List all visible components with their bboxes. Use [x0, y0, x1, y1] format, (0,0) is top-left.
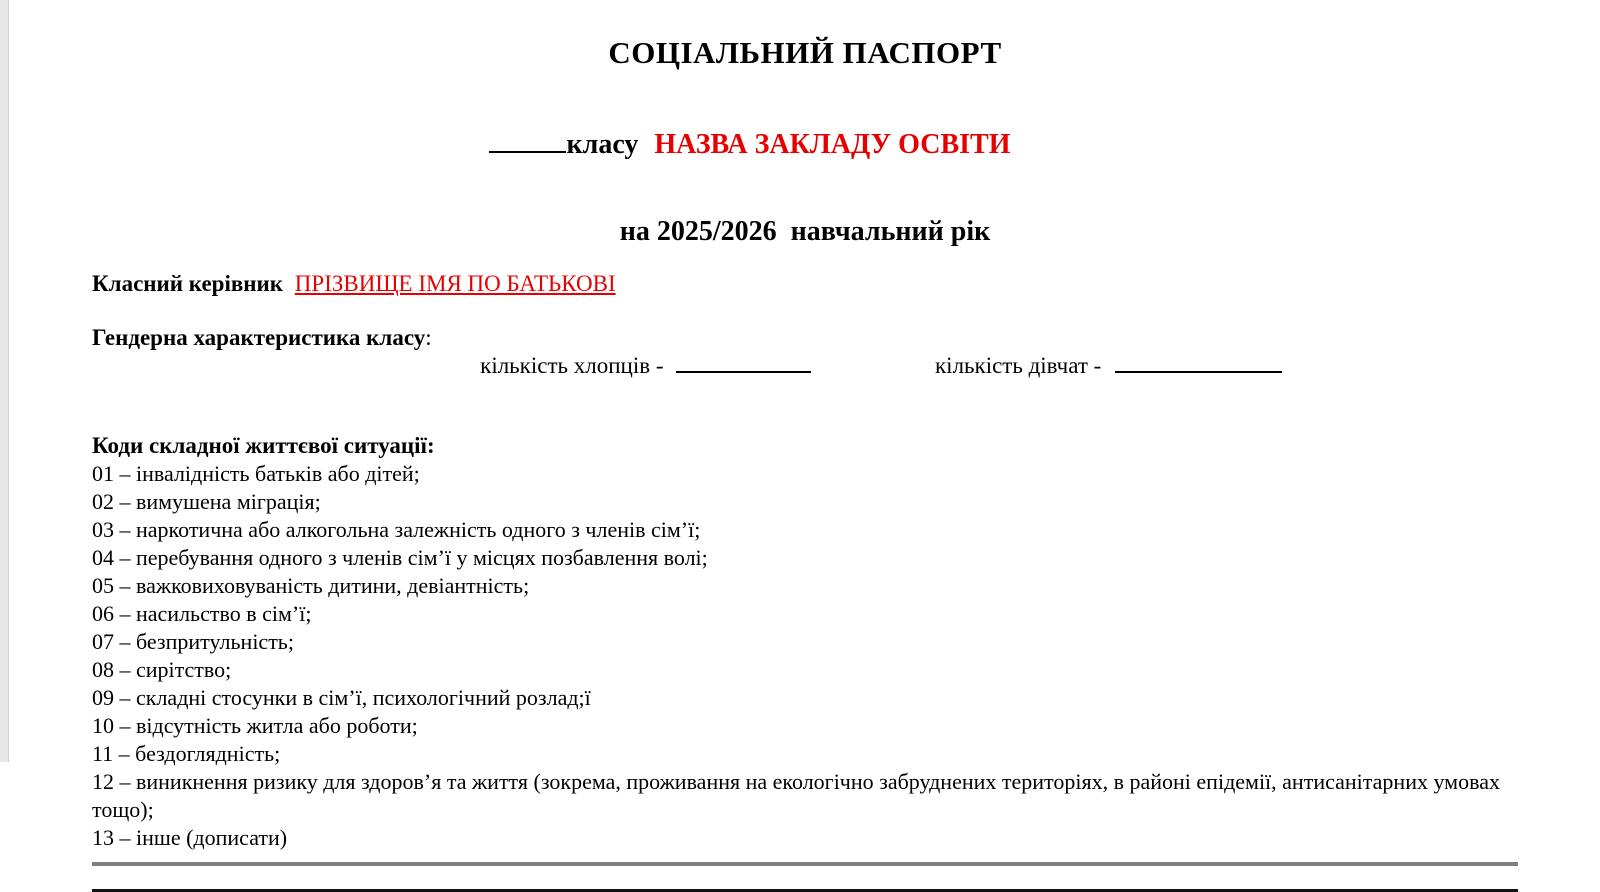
codes-list — [92, 460, 1518, 852]
document-page — [10, 0, 1600, 850]
code-item-10: 10 – відсутність житла або роботи; — [92, 713, 418, 738]
class-line — [23, 94, 1449, 196]
code-item-07: 07 – безпритульність; — [92, 629, 294, 654]
girls-count-group — [901, 324, 1283, 408]
girls-count-blank-field[interactable] — [1115, 371, 1282, 373]
gender-colon: : — [425, 325, 432, 350]
code-item-04: 04 – перебування одного з членів сім’ї у місцях позбавлення волі; — [92, 545, 708, 570]
code-item-08: 08 – сирітство; — [92, 657, 232, 682]
teacher-label: Класний керівник — [92, 271, 284, 296]
boys-count-label: кількість хлопців - — [480, 353, 664, 378]
school-name-placeholder: НАЗВА ЗАКЛАДУ ОСВІТИ — [654, 129, 1011, 160]
gender-line — [92, 324, 1518, 408]
window-left-edge — [0, 0, 9, 762]
class-number-blank-field[interactable] — [489, 151, 566, 153]
code-item-12: 12 – виникнення ризику для здоров’я та життя (зокрема, проживання на екологічно забруднених територіях, в районі епідемії, антисанітарних умовах тощо); — [92, 769, 1500, 822]
teacher-line — [92, 270, 1518, 298]
code-item-01: 01 – інвалідність батьків або дітей; — [92, 461, 420, 486]
girls-count-label: кількість дівчат - — [935, 353, 1102, 378]
separator-line-gray — [92, 862, 1518, 866]
code-item-13: 13 – інше (дописати) — [92, 825, 288, 850]
code-item-06: 06 – насильство в сім’ї; — [92, 601, 312, 626]
boys-count-blank-field[interactable] — [676, 371, 811, 373]
gender-label-wrap — [92, 324, 432, 352]
teacher-name-placeholder: ПРІЗВИЩЕ ІМЯ ПО БАТЬКОВІ — [294, 271, 616, 296]
document-title: СОЦІАЛЬНИЙ ПАСПОРТ — [608, 35, 1002, 70]
code-item-02: 02 – вимушена міграція; — [92, 489, 321, 514]
code-item-03: 03 – наркотична або алкогольна залежність одного з членів сім’ї; — [92, 517, 701, 542]
code-item-09: 09 – складні стосунки в сім’ї, психологічний розлад;ї — [92, 685, 591, 710]
school-year-line: на 2025/2026 навчальний рік — [619, 216, 991, 247]
code-item-11: 11 – бездоглядність; — [92, 741, 281, 766]
code-item-05: 05 – важковиховуваність дитини, девіантність; — [92, 573, 530, 598]
boys-count-group — [446, 324, 811, 408]
class-word-label: класу — [566, 129, 639, 160]
gender-label: Гендерна характеристика класу — [92, 325, 426, 350]
codes-section-heading: Коди складної життєвої ситуації: — [92, 433, 435, 458]
